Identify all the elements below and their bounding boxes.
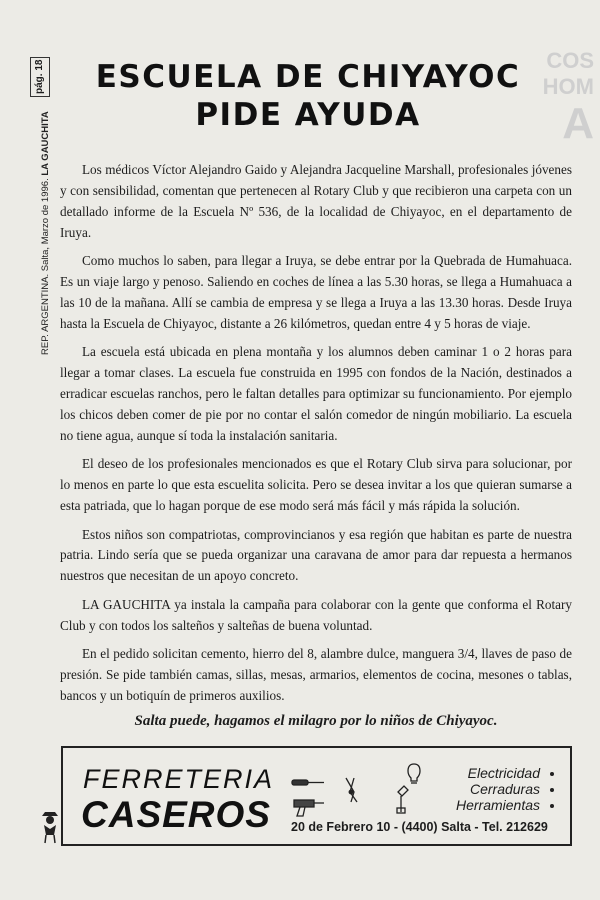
ad-service-item: Electricidad [456,765,554,781]
paragraph: LA GAUCHITA ya instala la campaña para colaborar con la gente que conforma el Rotary Club y con todos los salteños y salteñas de buena voluntad. [60,596,572,633]
advertisement-box [61,746,572,846]
gauchita-mascot-icon [38,808,62,846]
paragraph: Como muchos lo saben, para llegar a Iruya, se debe entrar por la Quebrada de Humahuaca. Es un viaje largo y penoso. Saliendo en coches de línea a las 5.30 horas, se llega a Humahuaca a las 10 de la mañana. Allí se cambia de empresa y se llega a Iruya a las 13.30 horas. Desde Iruya hasta la Escuela de Chiyayoc, distante a 26 kilómetros, quedan entre 4 y 5 horas de viaje. [60,253,572,331]
publication-sidebar [30,55,50,355]
ad-address: 20 de Febrero 10 - (4400) Salta - Tel. 212629 [291,820,548,834]
screwdriver-icon [292,780,324,785]
bullet-dot-icon [550,804,554,808]
title-line-1: ESCUELA DE CHIYAYOC [95,59,521,95]
ad-services-list [456,765,554,813]
socket-icon [397,786,408,813]
title-line-2: PIDE AYUDA [195,97,421,133]
bleed-through-text: COS HOM A [542,48,594,148]
tools-illustration [288,758,438,818]
bulb-icon [408,764,420,783]
bullet-dot-icon [550,788,554,792]
page-number: pág. 18 [34,59,45,94]
article-slogan: Salta puede, hagamos el milagro por lo niños de Chiyayoc. [134,713,498,729]
paragraph: En el pedido solicitan cemento, hierro del 8, alambre dulce, manguera 3/4, llaves de paso de presión. Se pide también camas, sillas, mesas, armarios, elementos de cocina, mesones o tablas, bancos y un botiquín de primeros auxilios. [60,646,572,703]
pliers-icon [346,778,357,802]
publication-line: REP. ARGENTINA. Salta, Marzo de 1996. [40,178,51,355]
paragraph: Estos niños son compatriotas, comprovincianos y esa región que habitan es parte de nuestra patria. Lindo sería que se pueda organizar una caravana de amor para dar repuesta a hermanos nuestros que necesitan de un apoyo concreto. [60,526,572,584]
ad-store-name-line2: CASEROS [81,794,271,835]
drill-icon [294,800,324,816]
ad-store-name-line1: FERRETERIA [83,764,275,794]
publication-name: LA GAUCHITA [40,111,51,176]
bullet-dot-icon [550,772,554,776]
ad-service-item: Herramientas [456,797,554,813]
paragraph: El deseo de los profesionales mencionados es que el Rotary Club sirva para solucionar, por lo menos en parte lo que esta escuelita solicita. Pero se desea invitar a los que quieran sumarse a esta patriada, que lo hagan porque de ese modo será más fácil y más rápida la solución. [60,456,572,514]
publication-info [40,111,51,355]
ad-service-item: Cerraduras [456,781,554,797]
article-title [78,58,538,134]
paragraph: La escuela está ubicada en plena montaña y los alumnos deben caminar 1 o 2 horas para llegar a tomar clases. La escuela fue construida en 1995 con fondos de la Nación, destinados a erradicar escuelas ranchos, pero le faltan detalles para optimizar su funcionamiento. Por ejemplo los chicos deben comer de pie por no contar el salón comedor de ningún mobiliario. La escuela no tiene agua, aunque sí toda la instalación sanitaria. [60,344,572,443]
paragraph: Los médicos Víctor Alejandro Gaido y Alejandra Jacqueline Marshall, profesionales jóvenes y con sensibilidad, comentan que pertenecen al Rotary Club y que recibieron una carpeta con un detallado informe de la Escuela Nº 536, de la localidad de Chiyayoc, en el departamento de Iruya. [60,162,572,240]
article-body [60,160,572,714]
